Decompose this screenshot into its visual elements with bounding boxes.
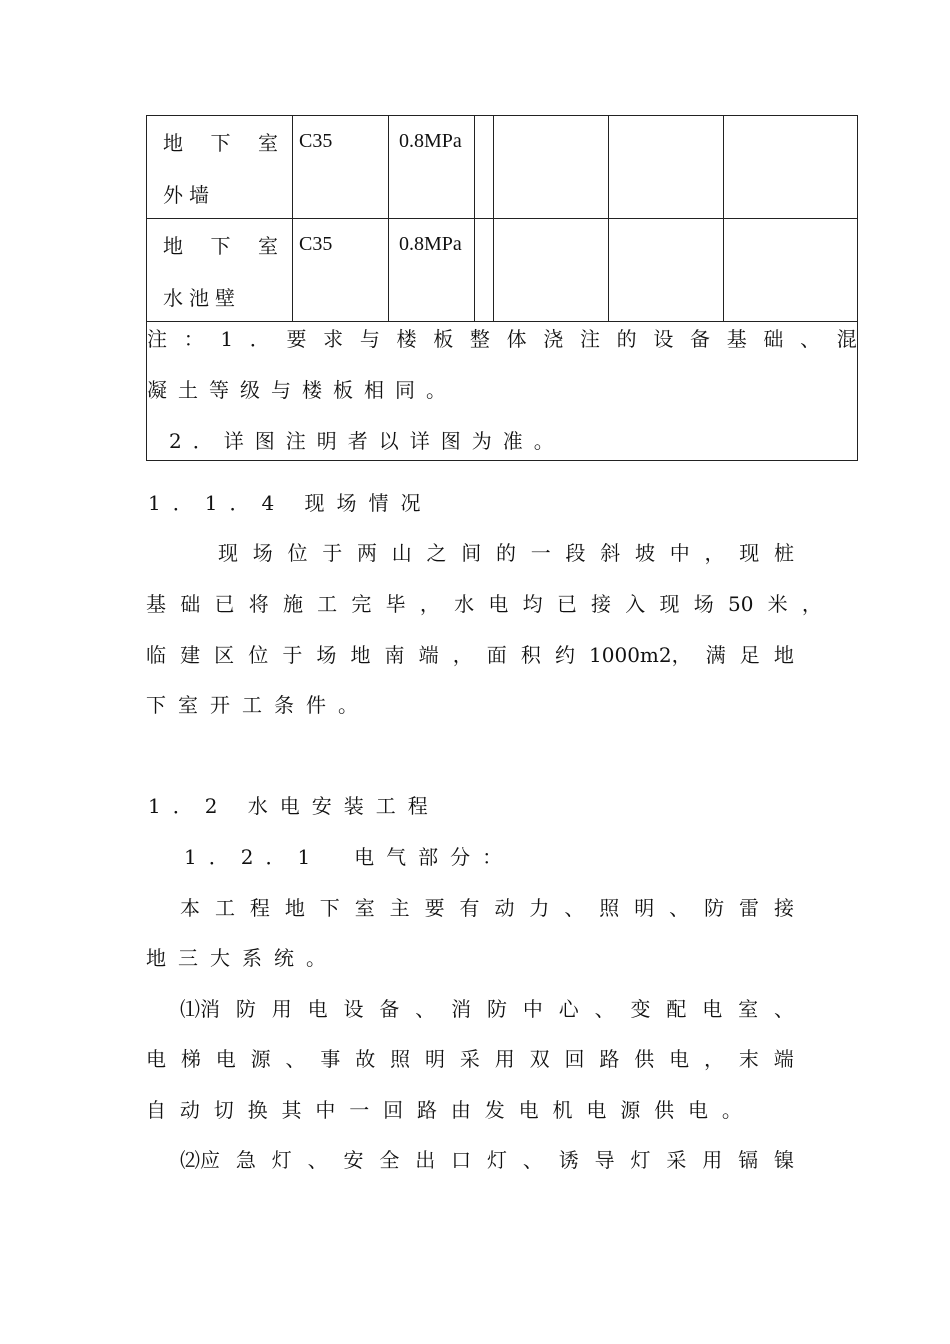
text-glyph: 中: [315, 1098, 336, 1122]
text-glyph: 水: [454, 592, 475, 616]
text-glyph: 室: [258, 234, 278, 258]
text-glyph: ：: [183, 327, 204, 351]
text-glyph: 双: [529, 1047, 550, 1071]
table-cell-empty: [724, 219, 858, 322]
text-glyph: 镍: [774, 1148, 794, 1172]
text-glyph: 现: [659, 592, 680, 616]
text-glyph: 建: [180, 643, 201, 667]
text-glyph: 心: [558, 997, 579, 1021]
text-glyph: ⑵应: [180, 1148, 220, 1172]
text-glyph: 端: [773, 1047, 794, 1071]
text-glyph: 防: [235, 997, 256, 1021]
text-glyph: ，: [452, 643, 473, 667]
text-glyph: 口: [451, 1148, 472, 1172]
text-glyph: 接: [591, 592, 612, 616]
text-glyph: 防: [704, 896, 725, 920]
heading-1-2: 1．2 水电安装工程: [148, 794, 440, 818]
text-glyph: 消: [451, 997, 472, 1021]
text-glyph: 地: [773, 643, 794, 667]
note-line2: 凝土等级与楼板相同。: [147, 378, 457, 402]
text-glyph: 供: [634, 1047, 655, 1071]
text-glyph: 面: [486, 643, 507, 667]
text-glyph: 发: [484, 1098, 505, 1122]
table-cell-empty: [494, 219, 609, 322]
text-glyph: 1: [220, 327, 234, 351]
text-glyph: 体: [506, 327, 527, 351]
text-glyph: 采: [459, 1047, 480, 1071]
text-glyph: 本: [180, 896, 200, 920]
text-glyph: 动: [179, 1098, 200, 1122]
text-glyph: ，: [704, 541, 725, 565]
text-glyph: 切: [213, 1098, 234, 1122]
text-glyph: 、: [594, 997, 615, 1021]
text-glyph: 临: [146, 643, 166, 667]
text-glyph: 一: [349, 1098, 370, 1122]
paragraph-line: [146, 1044, 794, 1074]
text-glyph: 均: [522, 592, 543, 616]
text-glyph: 源: [620, 1098, 641, 1122]
paragraph-line: [146, 1095, 742, 1125]
text-glyph: 备: [379, 997, 400, 1021]
text-glyph: 诱: [558, 1148, 579, 1172]
table-cell-empty: [475, 116, 494, 219]
text-glyph: 楼: [396, 327, 417, 351]
text-glyph: 设: [653, 327, 674, 351]
text-glyph: 用: [702, 1148, 723, 1172]
table-note-row: [147, 322, 858, 461]
text-glyph: ，: [419, 592, 440, 616]
table-cell-grade: C35: [293, 116, 389, 219]
text-glyph: 、: [415, 997, 436, 1021]
text-glyph: 、: [307, 1148, 328, 1172]
text-glyph: 斜: [600, 541, 621, 565]
text-glyph: 现: [739, 541, 760, 565]
text-glyph: 灯: [271, 1148, 292, 1172]
text-glyph: 下: [210, 131, 231, 155]
text-glyph: 地: [163, 131, 183, 155]
text-glyph: 电: [669, 1047, 690, 1071]
text-glyph: 配: [666, 997, 687, 1021]
text-glyph: 有: [459, 896, 480, 920]
text-glyph: 之: [426, 541, 447, 565]
text-glyph: 入: [625, 592, 646, 616]
text-glyph: 段: [565, 541, 586, 565]
text-glyph: 地: [284, 896, 305, 920]
text-glyph: 混: [836, 327, 857, 351]
text-glyph: 室: [258, 131, 278, 155]
text-glyph: 于: [282, 643, 303, 667]
note-line1: [147, 322, 857, 373]
text-glyph: 路: [417, 1098, 437, 1122]
text-glyph: 防: [487, 997, 507, 1021]
text-glyph: 浇: [543, 327, 564, 351]
part-line2: 外墙: [163, 183, 215, 207]
text-glyph: 梯: [180, 1047, 201, 1071]
part-line1: [163, 128, 278, 158]
text-glyph: 求: [323, 327, 344, 351]
table-cell-empty: [609, 116, 724, 219]
text-glyph: 中: [522, 997, 543, 1021]
text-glyph: 两: [357, 541, 377, 565]
text-glyph: 安: [343, 1148, 364, 1172]
text-glyph: 下: [319, 896, 340, 920]
text-glyph: 室: [738, 997, 759, 1021]
text-glyph: 备: [690, 327, 711, 351]
table-cell-pressure: 0.8MPa: [389, 219, 475, 322]
text-glyph: 地: [350, 643, 371, 667]
text-glyph: ，: [704, 1047, 724, 1071]
table-row: [147, 219, 858, 322]
text-glyph: 与: [359, 327, 380, 351]
text-glyph: 施: [282, 592, 303, 616]
text-glyph: 照: [390, 1047, 411, 1071]
text-glyph: 末: [738, 1047, 759, 1071]
text-glyph: 采: [666, 1148, 687, 1172]
text-glyph: 回: [383, 1098, 404, 1122]
text-glyph: 、: [800, 327, 821, 351]
part-line1: [163, 231, 278, 261]
text-glyph: 设: [343, 997, 364, 1021]
text-glyph: ，: [801, 592, 822, 616]
text-glyph: 、: [669, 896, 690, 920]
text-glyph: 地: [163, 234, 183, 258]
text-glyph: 其: [281, 1098, 302, 1122]
table-cell-empty: [609, 219, 724, 322]
text-glyph: 础: [180, 592, 201, 616]
text-glyph: 明: [634, 896, 655, 920]
text-glyph: 电: [307, 997, 328, 1021]
text-glyph: 雷: [739, 896, 759, 920]
text-glyph: 足: [739, 643, 760, 667]
text-glyph: 全: [379, 1148, 400, 1172]
text-glyph: 动: [494, 896, 515, 920]
text-glyph: 换: [247, 1098, 268, 1122]
table-cell-empty: [475, 219, 494, 322]
text-glyph: 室: [354, 896, 375, 920]
text-glyph: 接: [773, 896, 794, 920]
text-glyph: 的: [496, 541, 516, 565]
text-glyph: 础: [763, 327, 784, 351]
text-glyph: 要: [286, 327, 307, 351]
paragraph-line: [218, 538, 794, 568]
text-glyph: 现: [218, 541, 238, 565]
text-glyph: 场: [316, 643, 337, 667]
text-glyph: 电: [586, 1098, 607, 1122]
text-glyph: 要: [424, 896, 445, 920]
text-glyph: 供: [654, 1098, 675, 1122]
text-glyph: 桩: [774, 541, 794, 565]
text-glyph: 1000m2，: [589, 643, 692, 667]
text-glyph: 镉: [738, 1148, 759, 1172]
text-glyph: 位: [287, 541, 308, 565]
text-glyph: 工: [317, 592, 338, 616]
text-glyph: 下: [210, 234, 231, 258]
text-glyph: 照: [599, 896, 620, 920]
text-glyph: 坡: [635, 541, 655, 565]
part-line2: 水池壁: [163, 286, 241, 310]
table-cell-part: [147, 116, 293, 219]
text-glyph: 急: [235, 1148, 256, 1172]
text-glyph: 故: [355, 1047, 376, 1071]
text-glyph: 电: [688, 1098, 708, 1122]
text-glyph: 场: [252, 541, 273, 565]
text-glyph: 用: [494, 1047, 515, 1071]
text-glyph: 位: [248, 643, 269, 667]
text-glyph: 整: [469, 327, 490, 351]
text-glyph: 主: [389, 896, 410, 920]
text-glyph: ．: [249, 327, 270, 351]
table-cell-part: [147, 219, 293, 322]
text-glyph: 于: [322, 541, 343, 565]
text-glyph: 已: [556, 592, 577, 616]
text-glyph: 约: [554, 643, 575, 667]
text-glyph: 端: [418, 643, 439, 667]
text-glyph: 山: [391, 541, 412, 565]
text-glyph: 区: [214, 643, 235, 667]
text-glyph: 50: [727, 592, 754, 616]
text-glyph: 力: [529, 896, 550, 920]
text-glyph: 自: [146, 1098, 166, 1122]
heading-1-1-4: 1．1．4 现场情况: [148, 491, 433, 515]
text-glyph: 事: [320, 1047, 341, 1071]
text-glyph: 基: [146, 592, 166, 616]
paragraph-line: [146, 640, 794, 670]
text-glyph: 程: [249, 896, 270, 920]
text-glyph: 、: [285, 1047, 306, 1071]
concrete-spec-table: [146, 115, 858, 461]
text-glyph: 路: [599, 1047, 620, 1071]
text-glyph: 变: [630, 997, 651, 1021]
text-glyph: 的: [616, 327, 637, 351]
text-glyph: 毕: [385, 592, 406, 616]
text-glyph: 明: [425, 1047, 445, 1071]
text-glyph: 电: [488, 592, 509, 616]
table-row: [147, 116, 858, 219]
text-glyph: 灯: [487, 1148, 507, 1172]
text-glyph: 间: [461, 541, 482, 565]
text-glyph: 电: [518, 1098, 539, 1122]
text-glyph: 南: [384, 643, 405, 667]
text-glyph: 导: [594, 1148, 615, 1172]
text-glyph: 电: [146, 1047, 166, 1071]
text-glyph: 满: [705, 643, 726, 667]
paragraph-line: [146, 589, 822, 619]
paragraph-line: 下室开工条件。: [146, 693, 370, 717]
text-glyph: 注: [579, 327, 600, 351]
table-cell-empty: [724, 116, 858, 219]
text-glyph: 。: [721, 1098, 742, 1122]
table-cell-grade: C35: [293, 219, 389, 322]
text-glyph: 源: [250, 1047, 271, 1071]
text-glyph: 电: [702, 997, 723, 1021]
table-cell-empty: [494, 116, 609, 219]
text-glyph: 积: [520, 643, 541, 667]
table-note-cell: [147, 322, 858, 461]
text-glyph: 、: [774, 997, 794, 1021]
text-glyph: 工: [214, 896, 235, 920]
text-glyph: 灯: [630, 1148, 651, 1172]
text-glyph: 将: [248, 592, 269, 616]
heading-1-2-1: 1．2．1 电气部分：: [184, 845, 515, 869]
text-glyph: 注: [147, 327, 167, 351]
text-glyph: 一: [530, 541, 551, 565]
text-glyph: 板: [433, 327, 454, 351]
text-glyph: 基: [726, 327, 747, 351]
text-glyph: 由: [450, 1098, 471, 1122]
paragraph-line: [180, 994, 794, 1024]
text-glyph: 机: [552, 1098, 573, 1122]
table-cell-pressure: 0.8MPa: [389, 116, 475, 219]
text-glyph: 出: [415, 1148, 436, 1172]
text-glyph: 已: [214, 592, 235, 616]
text-glyph: 电: [215, 1047, 236, 1071]
paragraph-line: [180, 1145, 794, 1175]
note-line3: 2．详图注明者以详图为准。: [169, 429, 565, 453]
text-glyph: 、: [522, 1148, 543, 1172]
text-glyph: 回: [564, 1047, 585, 1071]
text-glyph: 用: [271, 997, 292, 1021]
text-glyph: 中: [669, 541, 690, 565]
paragraph-line: 地三大系统。: [146, 946, 338, 970]
text-glyph: 完: [351, 592, 372, 616]
text-glyph: 场: [693, 592, 714, 616]
text-glyph: 米: [767, 592, 788, 616]
text-glyph: 、: [564, 896, 585, 920]
paragraph-line: [180, 893, 794, 923]
text-glyph: ⑴消: [180, 997, 220, 1021]
